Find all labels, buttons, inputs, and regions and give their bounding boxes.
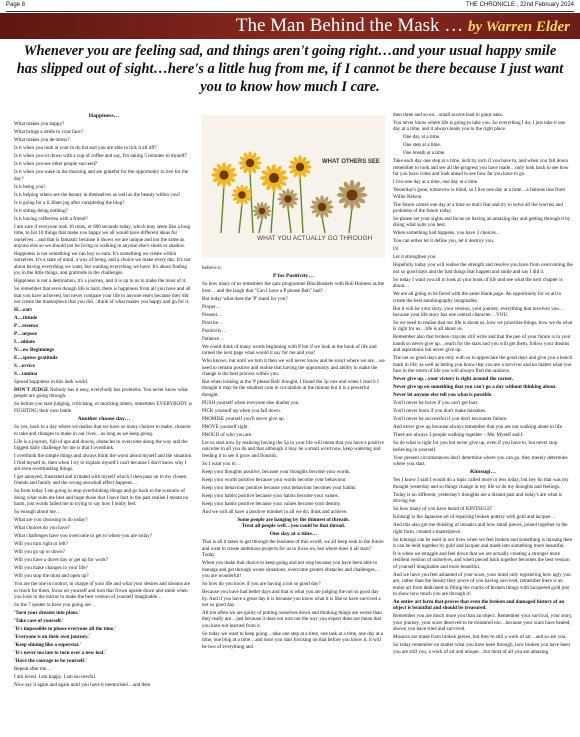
- paragraph-group: [14, 224, 194, 306]
- question-line: What brings a smile to your face?: [14, 129, 83, 136]
- paragraph-group: [393, 477, 573, 597]
- body-paragraph: Happiness is not something we can buy or earn. It's something we create within ourselves. It's a state of mind, a way of being, and a choice we make every day. It's not about having everything we want, but wanting everything we have. It's about finding joy in the little things, and gratitude in the challenges.: [14, 251, 191, 277]
- spread-line: Spread happiness in this dark world.: [14, 379, 89, 386]
- art-form-paragraph: An entire art form that proves that even the broken and damaged history of an object is beautiful and should be treasured.: [393, 598, 565, 612]
- closing-line: Repeat after me…: [14, 665, 52, 672]
- rule-line: PUSH yourself when everyone else doubts you.: [202, 399, 300, 406]
- body-paragraph: Your present circumstances don't determine where you can go, they merely determine where you start.: [393, 454, 568, 467]
- acrostic-line: E…xpress gratitude: [14, 355, 58, 362]
- question-line: Is it when you see other people succeed?: [14, 161, 98, 168]
- paragraph-group: [202, 440, 385, 515]
- body-paragraph: Yesterday's gone, tomorrow is blind, so I live one day at a time…a famous line from Willie Nelson.: [393, 187, 565, 200]
- closing-lines: [14, 666, 194, 688]
- question-line: Will you stop the must and open up?: [14, 573, 89, 580]
- p-word-list: [202, 304, 385, 342]
- section-heading-positivity: P for Positivity…: [273, 273, 314, 279]
- acrostic-line: I…nitiate: [14, 339, 35, 346]
- body-paragraph: Who knows, but until we turn it then we will never know and be exact where we are…we need to remain positive and realise that having the opportunity and ability to make the change is the best process within you.: [202, 358, 385, 378]
- 5p-rule-list: [202, 400, 385, 438]
- rule-line: PICK yourself up when you fall down.: [202, 407, 282, 414]
- caption-what-you-go-through: WHAT YOU ACTUALLY GO THROUGH: [257, 235, 373, 242]
- body-paragraph: There are always 3 people walking together – Me, Myself and I.: [393, 432, 524, 439]
- body-paragraph: So today remember no matter what you have been through, how broken you have been you are still you, a work of art and unique…but most of all you are amazing.: [393, 642, 570, 655]
- paragraph-group: [393, 158, 573, 374]
- body-paragraph: When something bad happens, you have 3 choices…: [393, 230, 501, 237]
- body-paragraph: But it will be your story, your version, your journey, everything that involves you…because your life story has one central character…YOU.: [393, 305, 564, 319]
- body-paragraph: So remember that even though life is hard, there is happiness from all you have and all that you have achieved, but never compare your life to anyone else's because they did not create the masterpiece that you did…think of what makes you happy and go for it.: [14, 286, 191, 306]
- body-paragraph: Let it strengthen you.: [393, 254, 437, 261]
- closing-line: Now say it again and again until you have it memorised…and then: [14, 681, 151, 688]
- body-paragraph: The not so good days are only with us to appreciate the good days and give you a bench mark in life, as well as letting you know that you are a survivor and no matter what you face in the storm of life you will always find the rainbow.: [393, 355, 573, 375]
- body-paragraph: When you make that choice to keep going and not stop because you have been able to manage and get through worse situations, overcome greater obstacles and challenges…you are wonderful!: [202, 560, 380, 580]
- count-line: One step at a time.: [403, 142, 442, 149]
- quote-line: 'Take care of yourself.': [14, 617, 64, 624]
- section-heading-kintsugi: Kintsugi…: [469, 468, 497, 475]
- column-1: [14, 112, 194, 727]
- paragraph-group: [393, 112, 573, 133]
- quote-line: 'Turn your dreams into plans.': [14, 609, 81, 616]
- caption-what-others-see: WHAT OTHERS SEE: [322, 159, 380, 165]
- column-2: [202, 265, 385, 727]
- intro-quote: Whenever you are feeling sad, and things aren't going right…and your usual happy smile has slipped out of sight…here's a little hug from me, if I cannot be there because I just want you to know how much I care.: [16, 43, 564, 95]
- article-banner: [0, 13, 580, 39]
- question-line: Is it when you wake in the morning and are grateful for the opportunity to live for the day?: [14, 169, 189, 182]
- body-paragraph: Remember also that broken crayons still write and that the pen of your future is in your hands so never give up…reach for the stars and you will get them, follow your dreams and aspirations but never give up.: [393, 334, 571, 354]
- body-paragraph: Hopefully today you will realise the strength and resolve you have from overcoming the not so good days and the bad things that happen and smile and say I did it.: [393, 262, 573, 275]
- banner-text: [236, 15, 570, 37]
- body-paragraph: So today I want you all to look at your book of life and see what the next chapter is about…: [393, 276, 563, 290]
- p-word: Patience…: [202, 335, 225, 342]
- body-paragraph: So yes, back to a day where we realise that we have so many choices to make, chances to take and changes to make in our lives…as long as we keep going.: [14, 424, 191, 437]
- article-title: The Man Behind the Mask …: [235, 15, 464, 36]
- quote-line: 'It's never too late to turn over a new leaf.': [14, 649, 107, 656]
- never-give-up-2: Never give up on something that you can't go a day without thinking about.: [393, 384, 557, 391]
- sunflower: [211, 162, 237, 233]
- p-word: Present…: [202, 311, 223, 318]
- judge-bold: DON'T JUDGE: [14, 387, 49, 394]
- body-paragraph: The future comes one day at a time so don't fear and try to solve all the worries and problems of the future today.: [393, 201, 563, 215]
- acrostic-line: S…ervice: [14, 363, 35, 370]
- body-paragraph: So today we want to keep going…take one step at a time, one task at a time, one day at a time, one blog at a time…and once you start focusing on that before you know it, it will be two of everything and: [202, 630, 384, 650]
- wilted-sunflower: [277, 188, 298, 233]
- control-paragraph: You are the one in control, in charge of your life and what your desires and dreams are to reach for them, focus on yourself and turn that frown upside down and smile when you look in the mirror to make the best version of yourself imaginable…: [14, 581, 191, 600]
- body-paragraph: I get annoyed, frustrated and irritated with myself which I then pass on to my closest friends and family and the wrong snowball effect happens…: [14, 473, 187, 487]
- paragraph-group: [202, 344, 385, 398]
- paragraph-group: [393, 613, 573, 655]
- judge-paragraph: [14, 387, 194, 400]
- question-line: What challenges have you overcome to get to where you are today?: [14, 533, 152, 540]
- body-paragraph: Today is no different, yesterday's thoughts are a distant past and today's are what is driving me.: [393, 491, 563, 505]
- body-paragraph: Keep your habits positive because your values become your destiny.: [202, 500, 342, 507]
- question-line: So enough about me…: [14, 509, 61, 516]
- body-paragraph: So do what is right for you but never give up, even if you have to, but never stop believing in yourself.: [393, 440, 558, 453]
- question-line: What makes you happy?: [14, 121, 65, 128]
- body-paragraph: Let us start now by realising having the 5p in your life will mean that you have a positive outcome in all you do and that although it may be a small word now, keep watering and feeding it to see it grow and flourish.: [202, 439, 384, 459]
- acrostic-line: N…ew Beginnings: [14, 347, 55, 354]
- paragraph-group: [393, 400, 573, 467]
- rule-line: PROVE yourself right.: [202, 423, 249, 430]
- question-list: [14, 509, 194, 579]
- question-line: Is it when you sit down with a cup of coffee and say, I'm taking 5 minutes to myself?: [14, 153, 187, 160]
- section-heading-choose-day: Another choose day…: [77, 415, 131, 422]
- body-paragraph: So how many of you have heard of KINTSUGI?: [393, 506, 493, 513]
- question-list: [14, 121, 194, 222]
- page-number: Page 8: [6, 2, 26, 8]
- body-paragraph: Happiness is not a destination, it's a journey, and it is up to us to make the most of it.: [14, 278, 187, 285]
- question-line: Will you go up or down?: [14, 549, 65, 556]
- acrostic-line: S…tamina: [14, 371, 38, 378]
- acrostic-line: H…eart: [14, 307, 32, 314]
- body-paragraph: Remember you are much more you than an object. Remember your survival, your story, your journey, your scars deserved to be treasured too…because your scars have healed, shown you have tried and survived.: [393, 613, 573, 633]
- body-paragraph: But when looking at the 'P please Bob' thought, I found the 5p rule and when I read it I thought it may be the smallest coin in circulation at the minute but it is a powerful thought.: [202, 379, 379, 398]
- continued-text: believe it.: [202, 265, 223, 271]
- body-paragraph: So how do you know if you are having a not so good day?: [202, 581, 321, 588]
- judge-text: Nobody has it easy, everybody has problems. You never know what people are going through.: [14, 387, 188, 400]
- question-line: Is it having coffee/tea with a friend?: [14, 215, 88, 222]
- body-paragraph: I am sure if everyone took 10 mins, or 600 seconds today, which may seem like a long time, to list 10 things that make you happy we all would have different ideas for ourselves…and that is fantastic because it shows we are unique and not the same as anyone else so we should not be living or walking in anyone else's shoes or shadow.: [14, 223, 191, 250]
- p-word: Practice…: [202, 319, 224, 326]
- body-paragraph: Yes I know I said I would do a topic called more or less today, but hey ho that was my thought yesterday and so things change in my life so do my thoughts and feelings.: [393, 477, 569, 490]
- quote-line: 'Keep shining like a superstar.': [14, 641, 82, 648]
- body-paragraph: So please set your sights and focus on having an amazing day and getting through it by doing what suits you best.: [393, 216, 571, 229]
- acrostic-line: P…resence: [14, 323, 39, 330]
- quote-line: 'Everyone is on their own journey.': [14, 633, 91, 640]
- body-paragraph: Keep your habits positive because your habits become your values.: [202, 492, 339, 499]
- count-line: One day at a time.: [403, 134, 441, 141]
- body-paragraph: All too often we are guilty of putting ourselves down and thinking things are worse than they really are…just because it does not turn out the way you expect does not mean that you have not learned from it.: [202, 609, 382, 629]
- body-paragraph: And we have you feel ashamed of your scars, your mind only registering how ugly you are, rather than the beauty they prove of you having survived, remember there is an entire art form dedicated to filling the cracks of broken things with lacquered gold just to show how much you are through it!: [393, 571, 571, 597]
- body-paragraph: So we need to realise that our life is about us, how we prioritise things, how we do what is right for us…life is all about us.: [393, 320, 573, 333]
- edition-date: THE CHRONICLE , 22nd February 2024: [465, 2, 574, 8]
- body-paragraph: Keep your words positive because your words become your behaviour.: [202, 476, 347, 483]
- wilted-sunflower: [310, 195, 333, 233]
- paragraph-group: [202, 539, 385, 649]
- p-question: But today what does the 'P' stand for you?: [202, 295, 288, 302]
- body-paragraph: We are all going to be faced with the same blank page. An opportunity for us all to create the best autobiography imaginable.: [393, 291, 562, 304]
- rule-line: PROUD of who you are.: [202, 431, 253, 438]
- body-paragraph: Keep your behaviour positive because your behaviour becomes your habits.: [202, 484, 357, 491]
- body-paragraph: So from today I am going to stop overthinking things and go back to the scenario of doing what suits me best and hope those that I have hurt in the past realise I meant no harm, just words failed me in trying to say how I really feel.: [14, 488, 189, 508]
- body-paragraph: then three and so on…small acorns lead to giant oaks.: [393, 112, 504, 118]
- quote-list: [14, 610, 194, 664]
- body-paragraph: Mosaics are made from broken pieces, but they're still a work of art…and so are you.: [393, 634, 567, 641]
- paragraph-group: [14, 424, 194, 507]
- question-line: Will you have a duvet day or get up for work?: [14, 557, 109, 564]
- body-paragraph: We could think of many words beginning with P but if we look at the book of life and turned the next page what would it say for me and you?: [202, 343, 377, 357]
- body-paragraph: Or: [393, 246, 399, 253]
- acrostic-list: [14, 307, 194, 377]
- question-line: Is it when you look at your to do list and you are able to tick it all off?: [14, 145, 157, 152]
- acrostic-line: A…ttitude: [14, 315, 38, 322]
- body-paragraph: That is all it takes to get through the business of this world, we all keep look to the future and want to create ambitious projects for us to focus on, but where does it all start? Today.: [202, 539, 384, 559]
- body-paragraph: So kintsugi can be used in our lives when we feel broken and something is missing then it can be held together by gold and lacquer and made into something more beautiful.: [393, 536, 573, 549]
- page-header: [6, 1, 574, 12]
- body-paragraph: You never know where life is going to take you. So everything I do, I just take it one day at a time, and it always leads you to the right place.: [393, 120, 566, 133]
- body-paragraph: You can either let it define you, let it destroy you,: [393, 238, 495, 245]
- rule-line: PROMISE yourself you'll never give up.: [202, 415, 285, 422]
- p-word: Positivity…: [202, 327, 227, 334]
- body-paragraph: You'll never learn if you don't make mistakes.: [393, 408, 487, 415]
- body-paragraph: And this also got me thinking of mosaics and how small pieces, joined together in the right form, created a masterpiece.: [393, 522, 568, 535]
- blockbusters-paragraph: So how many of us remember the quiz programme Blockbusters with Bob Holness as the host… and the laugh that "Can I have a P please Bob" had?: [202, 281, 385, 294]
- quotes-intro: So the 7 quotes to have you going are…: [14, 601, 96, 608]
- count-line: One breath at a time.: [403, 150, 446, 157]
- question-line: What makes you de-stress?: [14, 137, 70, 144]
- article-byline: by Warren Elder: [468, 19, 570, 35]
- never-give-up-3: Never let anyone else tell you what is possible.: [393, 392, 493, 399]
- section-heading-one-day: One day at a time…: [269, 531, 318, 538]
- acrostic-line: P…urpose: [14, 331, 37, 338]
- body-paragraph: Keep your thoughts positive, because your thoughts become your words.: [202, 468, 351, 475]
- body-paragraph: I live one day at a time, one day at a time.: [393, 179, 479, 186]
- body-paragraph: Because you have had better days and that is what you are judging the not so good day by. And if you have a great day it is because you know what it is like to have survived a not so good day.: [202, 589, 381, 608]
- body-paragraph: So I want you to…: [202, 460, 241, 467]
- thread-quote: Some people are hanging by the thinnest of threads. Treat all people well…you could be that thread.: [237, 516, 350, 530]
- body-paragraph: You'll never be successful if you don't encounter failure.: [393, 416, 508, 423]
- column-3: [393, 112, 573, 727]
- question-line: Is it being you?: [14, 183, 46, 190]
- sunflower: [231, 184, 252, 233]
- question-line: Will you turn right or left?: [14, 541, 68, 548]
- one-at-a-time-list: [393, 134, 573, 156]
- wilted-sunflower: [337, 180, 367, 233]
- question-line: Will you make changes in your life?: [14, 565, 88, 572]
- body-paragraph: Kintsugi is the Japanese art of repairing broken pottery with gold and lacquer…: [393, 514, 556, 521]
- body-paragraph: You'll never be brave if you can't get hurt.: [393, 400, 479, 407]
- wilted-sunflower: [253, 202, 272, 233]
- p-word: Proper…: [202, 303, 221, 310]
- body-paragraph: And never give up because always remember that you are not walking alone in life.: [393, 424, 564, 431]
- question-line: Is it going for a 6.30am jog after completing the blog?: [14, 199, 125, 206]
- body-paragraph: It is when we struggle and feel down that we are actually creating a stronger more resilient version of ourselves, and when pieced back together becomes the best version of yourself imaginable and more beautiful.: [393, 550, 570, 570]
- closing-line: I am loved. I am happy. I am successful.: [14, 673, 97, 680]
- body-paragraph: Life is a journey, full of ups and downs, obstacles to overcome along the way and the biggest daily challenge for me is that I overthink.: [14, 438, 188, 452]
- question-line: What are you choosing to do today?: [14, 517, 88, 524]
- body-paragraph: I overthink the simple things and always think the worst about myself and the situation I find myself in, then when I try to explain myself I can't because I don't know why I am even overthinking things.: [14, 453, 192, 472]
- section-heading-happiness: Happiness…: [88, 113, 120, 119]
- sunflower-illustration: [202, 115, 385, 258]
- question-line: Is it helping others see the beauty in themselves as well as the beauty within you?: [14, 191, 181, 198]
- never-give-up-1: Never give up…your victory is right around the corner.: [393, 376, 513, 383]
- body-paragraph: Take each day one step at a time, inch by inch if you have to, and when you fall down remember to look and see all the progress you have made…only look back to see how far you have come and look ahead to see how far you have to go.: [393, 158, 569, 178]
- body-paragraph: And we will all have a positive mindset in all we do, think and achieve.: [202, 508, 348, 515]
- bully-paragraph: So before you start judging, criticising, or mocking others, remember EVERYBODY is FIGHTING their own battle.: [14, 401, 193, 414]
- question-line: What choices do you have?: [14, 525, 71, 532]
- quote-line: 'Have the courage to be yourself.': [14, 657, 87, 664]
- quote-line: 'It's impossible to please everyone all the time.': [14, 625, 116, 632]
- question-line: Is it sitting doing nothing?: [14, 207, 68, 214]
